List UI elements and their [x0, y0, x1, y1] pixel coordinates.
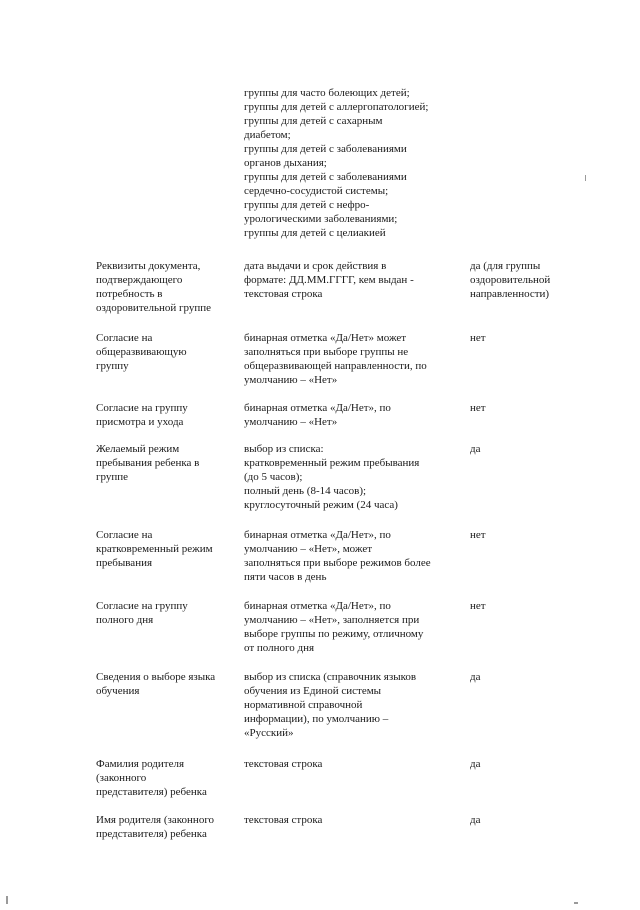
format-line: формате: ДД.ММ.ГГГГ, кем выдан -: [244, 274, 414, 286]
format-line: полный день (8-14 часов);: [244, 485, 367, 497]
field-name-line: Желаемый режим: [96, 443, 180, 455]
format-line: информации), по умолчанию –: [244, 713, 389, 725]
format-line: умолчанию – «Нет»: [244, 416, 338, 428]
required-line: да: [470, 443, 481, 455]
required-line: да (для группы: [470, 260, 541, 272]
format-line: текстовая строка: [244, 814, 323, 826]
intro-line: группы для детей с целиакией: [244, 227, 386, 239]
format-line: «Русский»: [244, 727, 294, 739]
format-line: (до 5 часов);: [244, 471, 303, 483]
format-line: дата выдачи и срок действия в: [244, 260, 387, 272]
format-line: от полного дня: [244, 642, 315, 654]
format-line: кратковременный режим пребывания: [244, 457, 420, 469]
format-cell: [244, 599, 468, 655]
required-cell: [470, 670, 580, 684]
field-name-line: обучения: [96, 685, 140, 697]
scan-mark: [6, 896, 8, 904]
required-line: да: [470, 758, 481, 770]
format-line: текстовая строка: [244, 288, 323, 300]
field-name-line: подтверждающего: [96, 274, 183, 286]
required-line: нет: [470, 402, 486, 414]
format-line: заполняться при выборе режимов более: [244, 557, 431, 569]
field-name-line: представителя) ребенка: [96, 828, 207, 840]
intro-line: группы для детей с заболеваниями: [244, 171, 407, 183]
field-name-line: пребывания ребенка в: [96, 457, 200, 469]
field-name-cell: [96, 813, 239, 841]
format-line: заполняться при выборе группы не: [244, 346, 409, 358]
format-line: общеразвивающей направленности, по: [244, 360, 427, 372]
field-name-line: пребывания: [96, 557, 153, 569]
field-name-line: общеразвивающую: [96, 346, 187, 358]
field-name-line: кратковременный режим: [96, 543, 213, 555]
intro-line: урологическими заболеваниями;: [244, 213, 398, 225]
format-cell: [244, 442, 468, 512]
field-name-cell: [96, 401, 239, 429]
required-cell: [470, 259, 580, 301]
format-line: выбор из списка:: [244, 443, 324, 455]
field-name-cell: [96, 442, 239, 484]
format-cell: [244, 401, 468, 429]
intro-line: органов дыхания;: [244, 157, 327, 169]
field-name-line: Согласие на: [96, 529, 153, 541]
format-line: бинарная отметка «Да/Нет» может: [244, 332, 407, 344]
intro-list: [244, 86, 476, 240]
format-cell: [244, 528, 468, 584]
required-cell: [470, 757, 580, 771]
required-line: нет: [470, 529, 486, 541]
field-name-line: Согласие на: [96, 332, 153, 344]
format-line: выбор из списка (справочник языков: [244, 671, 417, 683]
format-line: текстовая строка: [244, 758, 323, 770]
format-cell: [244, 331, 468, 387]
required-cell: [470, 331, 580, 345]
intro-line: сердечно-сосудистой системы;: [244, 185, 389, 197]
required-cell: [470, 528, 580, 542]
format-cell: [244, 259, 468, 301]
field-name-line: Имя родителя (законного: [96, 814, 215, 826]
format-line: бинарная отметка «Да/Нет», по: [244, 402, 391, 414]
format-line: умолчанию – «Нет», заполняется при: [244, 614, 420, 626]
field-name-line: представителя) ребенка: [96, 786, 207, 798]
field-name-line: группу: [96, 360, 129, 372]
required-line: нет: [470, 332, 486, 344]
required-line: направленности): [470, 288, 550, 300]
format-line: бинарная отметка «Да/Нет», по: [244, 529, 391, 541]
field-name-line: потребность в: [96, 288, 163, 300]
field-name-line: группе: [96, 471, 129, 483]
field-name-line: оздоровительной группе: [96, 302, 212, 314]
format-line: обучения из Единой системы: [244, 685, 382, 697]
field-name-line: Согласие на группу: [96, 600, 188, 612]
required-cell: [470, 599, 580, 613]
format-line: выборе группы по режиму, отличному: [244, 628, 424, 640]
required-line: да: [470, 814, 481, 826]
format-cell: [244, 813, 468, 827]
format-line: нормативной справочной: [244, 699, 363, 711]
format-line: бинарная отметка «Да/Нет», по: [244, 600, 391, 612]
field-name-cell: [96, 331, 239, 373]
field-name-cell: [96, 670, 239, 698]
intro-line: группы для детей с аллергопатологией;: [244, 101, 429, 113]
intro-line: группы для детей с заболеваниями: [244, 143, 407, 155]
scan-mark: [585, 175, 586, 181]
required-cell: [470, 813, 580, 827]
field-name-cell: [96, 259, 239, 315]
field-name-line: Фамилия родителя: [96, 758, 185, 770]
intro-line: группы для часто болеющих детей;: [244, 87, 410, 99]
scan-mark: [574, 902, 578, 904]
format-cell: [244, 670, 468, 740]
required-line: оздоровительной: [470, 274, 551, 286]
field-name-line: Реквизиты документа,: [96, 260, 201, 272]
format-line: круглосуточный режим (24 часа): [244, 499, 398, 511]
required-cell: [470, 401, 580, 415]
field-name-cell: [96, 757, 239, 799]
field-name-cell: [96, 599, 239, 627]
required-line: нет: [470, 600, 486, 612]
format-line: умолчанию – «Нет», может: [244, 543, 373, 555]
required-cell: [470, 442, 580, 456]
field-name-cell: [96, 528, 239, 570]
field-name-line: Согласие на группу: [96, 402, 188, 414]
intro-line: диабетом;: [244, 129, 291, 141]
field-name-line: присмотра и ухода: [96, 416, 184, 428]
field-name-line: Сведения о выборе языка: [96, 671, 216, 683]
required-line: да: [470, 671, 481, 683]
format-line: пяти часов в день: [244, 571, 327, 583]
format-line: умолчанию – «Нет»: [244, 374, 338, 386]
intro-line: группы для детей с нефро-: [244, 199, 370, 211]
intro-line: группы для детей с сахарным: [244, 115, 383, 127]
field-name-line: (законного: [96, 772, 147, 784]
format-cell: [244, 757, 468, 771]
field-name-line: полного дня: [96, 614, 154, 626]
